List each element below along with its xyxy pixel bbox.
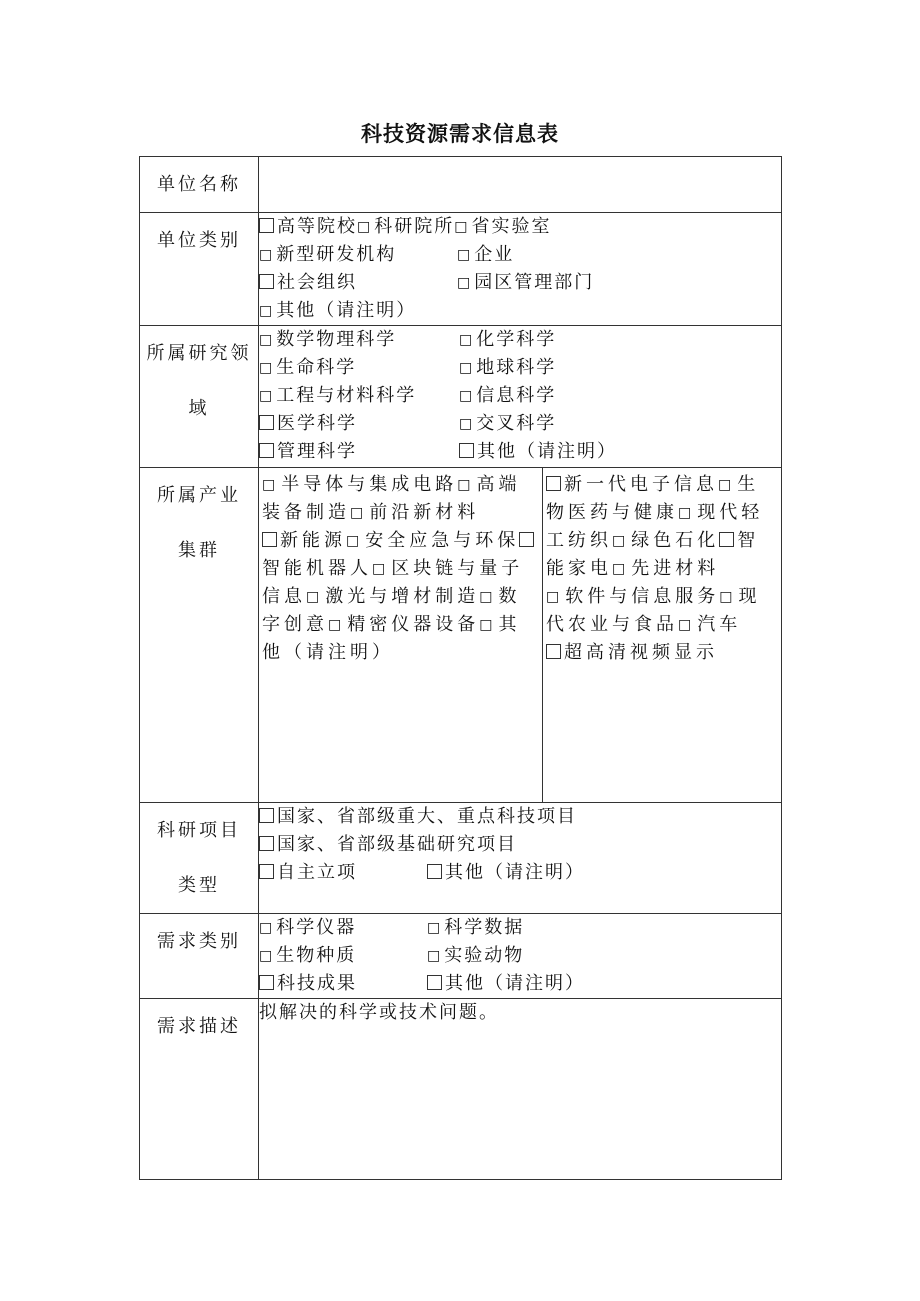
checkbox-icon: □ xyxy=(454,219,470,235)
checkbox-safety-emergency[interactable]: □ 安全应急与环保 xyxy=(346,530,519,551)
checkbox-icon xyxy=(259,808,274,823)
checkbox-icon xyxy=(259,415,274,430)
checkbox-icon: □ xyxy=(718,477,736,493)
checkbox-icon xyxy=(259,274,274,289)
checkbox-icon xyxy=(427,864,442,879)
checkbox-icon: □ xyxy=(459,388,475,404)
checkbox-icon: □ xyxy=(457,275,473,291)
checkbox-icon: □ xyxy=(678,617,696,633)
checkbox-icon: □ xyxy=(259,388,275,404)
checkbox-tech-achievements[interactable]: 科技成果 xyxy=(259,970,427,998)
checkbox-icon: □ xyxy=(262,477,280,493)
checkbox-icon xyxy=(546,476,561,491)
demand-desc-field[interactable] xyxy=(259,999,782,1180)
checkbox-icon xyxy=(719,532,734,547)
form-title: 科技资源需求信息表 xyxy=(361,122,559,146)
checkbox-icon: □ xyxy=(612,533,630,549)
checkbox-icon: □ xyxy=(259,247,275,263)
checkbox-precision-instruments[interactable]: □ 精密仪器设备 xyxy=(328,614,479,635)
checkbox-information-science[interactable]: □ 信息科学 xyxy=(459,382,556,410)
checkbox-icon: □ xyxy=(457,477,475,493)
industry-cluster-options xyxy=(259,468,782,803)
checkbox-icon xyxy=(259,443,274,458)
checkbox-self-initiated[interactable]: 自主立项 xyxy=(259,859,427,887)
checkbox-modern-agriculture[interactable]: □ 现代农业与食品 xyxy=(546,586,760,635)
checkbox-icon xyxy=(546,644,561,659)
demand-desc-prompt: 拟解决的科学或技术问题。 xyxy=(259,1002,499,1023)
research-field-label: 所属研究领 域 xyxy=(140,326,259,468)
checkbox-provincial-lab[interactable]: □ 省实验室 xyxy=(454,213,551,241)
checkbox-germplasm[interactable]: □ 生物种质 xyxy=(259,942,427,970)
checkbox-green-petrochem[interactable]: □ 绿色石化 xyxy=(612,530,719,551)
checkbox-advanced-materials[interactable]: □ 先进材料 xyxy=(612,558,719,579)
checkbox-icon: □ xyxy=(328,617,346,633)
checkbox-high-end-equipment[interactable]: □ 高端装备制造 xyxy=(262,474,520,523)
checkbox-icon xyxy=(519,532,534,547)
industry-cluster-label: 所属产业 集群 xyxy=(140,468,259,803)
checkbox-icon: □ xyxy=(259,920,275,936)
unit-type-label: 单位类别 xyxy=(140,213,259,326)
checkbox-higher-edu[interactable]: 高等院校 xyxy=(259,213,357,241)
checkbox-research-institute[interactable]: □ 科研院所 xyxy=(357,213,454,241)
resource-demand-form xyxy=(139,156,782,1180)
unit-type-options xyxy=(259,213,782,326)
checkbox-icon: □ xyxy=(350,505,368,521)
industry-cluster-left xyxy=(259,468,543,802)
checkbox-math-physics[interactable]: □ 数学物理科学 xyxy=(259,326,459,354)
checkbox-icon: □ xyxy=(372,561,390,577)
checkbox-icon xyxy=(259,218,274,233)
checkbox-park-management[interactable]: □ 园区管理部门 xyxy=(457,269,594,297)
checkbox-icon: □ xyxy=(306,589,324,605)
checkbox-icon: □ xyxy=(259,332,275,348)
checkbox-lab-animals[interactable]: □ 实验动物 xyxy=(427,942,524,970)
checkbox-semiconductor[interactable]: □ 半导体与集成电路 xyxy=(262,474,457,495)
demand-type-label: 需求类别 xyxy=(140,914,259,999)
checkbox-other-industry-left[interactable]: □ 其他（请注明） xyxy=(262,614,520,663)
checkbox-frontier-materials[interactable]: □ 前沿新材料 xyxy=(350,502,479,523)
checkbox-icon: □ xyxy=(457,247,473,263)
unit-name-field[interactable] xyxy=(259,157,782,213)
checkbox-icon: □ xyxy=(678,505,696,521)
research-field-options xyxy=(259,326,782,468)
checkbox-icon: □ xyxy=(719,589,737,605)
checkbox-icon: □ xyxy=(479,617,497,633)
checkbox-icon: □ xyxy=(259,303,275,319)
checkbox-other-project[interactable]: 其他（请注明） xyxy=(427,859,585,887)
checkbox-medical-science[interactable]: 医学科学 xyxy=(259,410,459,438)
checkbox-icon: □ xyxy=(427,948,443,964)
checkbox-electronic-info[interactable]: 新一代电子信息 xyxy=(546,474,718,495)
checkbox-blockchain-quantum[interactable]: □ 区块链与量子信息 xyxy=(262,558,523,607)
checkbox-icon: □ xyxy=(459,360,475,376)
unit-name-label: 单位名称 xyxy=(140,157,259,213)
project-type-options xyxy=(259,803,782,914)
checkbox-icon xyxy=(427,975,442,990)
checkbox-icon: □ xyxy=(259,360,275,376)
checkbox-new-rd-institution[interactable]: □ 新型研发机构 xyxy=(259,241,457,269)
checkbox-other-demand[interactable]: 其他（请注明） xyxy=(427,970,585,998)
checkbox-uhd-display[interactable]: 超高清视频显示 xyxy=(546,642,718,663)
checkbox-digital-creative[interactable]: □ 数字创意 xyxy=(262,586,520,635)
checkbox-intelligent-robot[interactable]: 智能机器人 xyxy=(262,530,537,579)
checkbox-chemistry[interactable]: □ 化学科学 xyxy=(459,326,556,354)
checkbox-icon: □ xyxy=(459,332,475,348)
checkbox-icon: □ xyxy=(259,948,275,964)
checkbox-major-project[interactable]: 国家、省部级重大、重点科技项目 xyxy=(259,803,577,831)
checkbox-icon: □ xyxy=(546,589,564,605)
project-type-label: 科研项目 类型 xyxy=(140,803,259,914)
checkbox-light-textile[interactable]: □ 现代轻工纺织 xyxy=(546,502,763,551)
demand-type-options xyxy=(259,914,782,999)
checkbox-icon: □ xyxy=(357,219,373,235)
checkbox-laser-additive[interactable]: □ 激光与增材制造 xyxy=(306,586,479,607)
checkbox-social-org[interactable]: 社会组织 xyxy=(259,269,457,297)
checkbox-basic-research[interactable]: 国家、省部级基础研究项目 xyxy=(259,831,517,859)
checkbox-biomedicine-health[interactable]: □ 生物医药与健康 xyxy=(546,474,759,523)
checkbox-interdisciplinary[interactable]: □ 交叉科学 xyxy=(459,410,556,438)
checkbox-icon xyxy=(259,864,274,879)
checkbox-icon xyxy=(459,443,474,458)
checkbox-smart-appliance[interactable]: 智能家电 xyxy=(546,530,760,579)
demand-desc-label: 需求描述 xyxy=(140,999,259,1180)
checkbox-icon: □ xyxy=(459,416,475,432)
checkbox-icon xyxy=(262,532,277,547)
checkbox-icon: □ xyxy=(612,561,630,577)
checkbox-life-science[interactable]: □ 生命科学 xyxy=(259,354,459,382)
checkbox-earth-science[interactable]: □ 地球科学 xyxy=(459,354,556,382)
checkbox-icon: □ xyxy=(346,533,364,549)
checkbox-scientific-data[interactable]: □ 科学数据 xyxy=(427,914,524,942)
checkbox-new-energy[interactable]: 新能源 xyxy=(262,530,346,551)
checkbox-icon: □ xyxy=(479,589,497,605)
checkbox-management-science[interactable]: 管理科学 xyxy=(259,438,459,466)
checkbox-automobile[interactable]: □ 汽车 xyxy=(678,614,741,635)
checkbox-icon xyxy=(259,836,274,851)
checkbox-other-unit[interactable]: □ 其他（请注明） xyxy=(259,297,416,325)
checkbox-other-field[interactable]: 其他（请注明） xyxy=(459,438,617,466)
checkbox-icon: □ xyxy=(427,920,443,936)
checkbox-engineering-materials[interactable]: □ 工程与材料科学 xyxy=(259,382,459,410)
checkbox-enterprise[interactable]: □ 企业 xyxy=(457,241,514,269)
checkbox-software-services[interactable]: □ 软件与信息服务 xyxy=(546,586,719,607)
checkbox-instruments[interactable]: □ 科学仪器 xyxy=(259,914,427,942)
checkbox-icon xyxy=(259,975,274,990)
industry-cluster-right xyxy=(543,468,781,802)
